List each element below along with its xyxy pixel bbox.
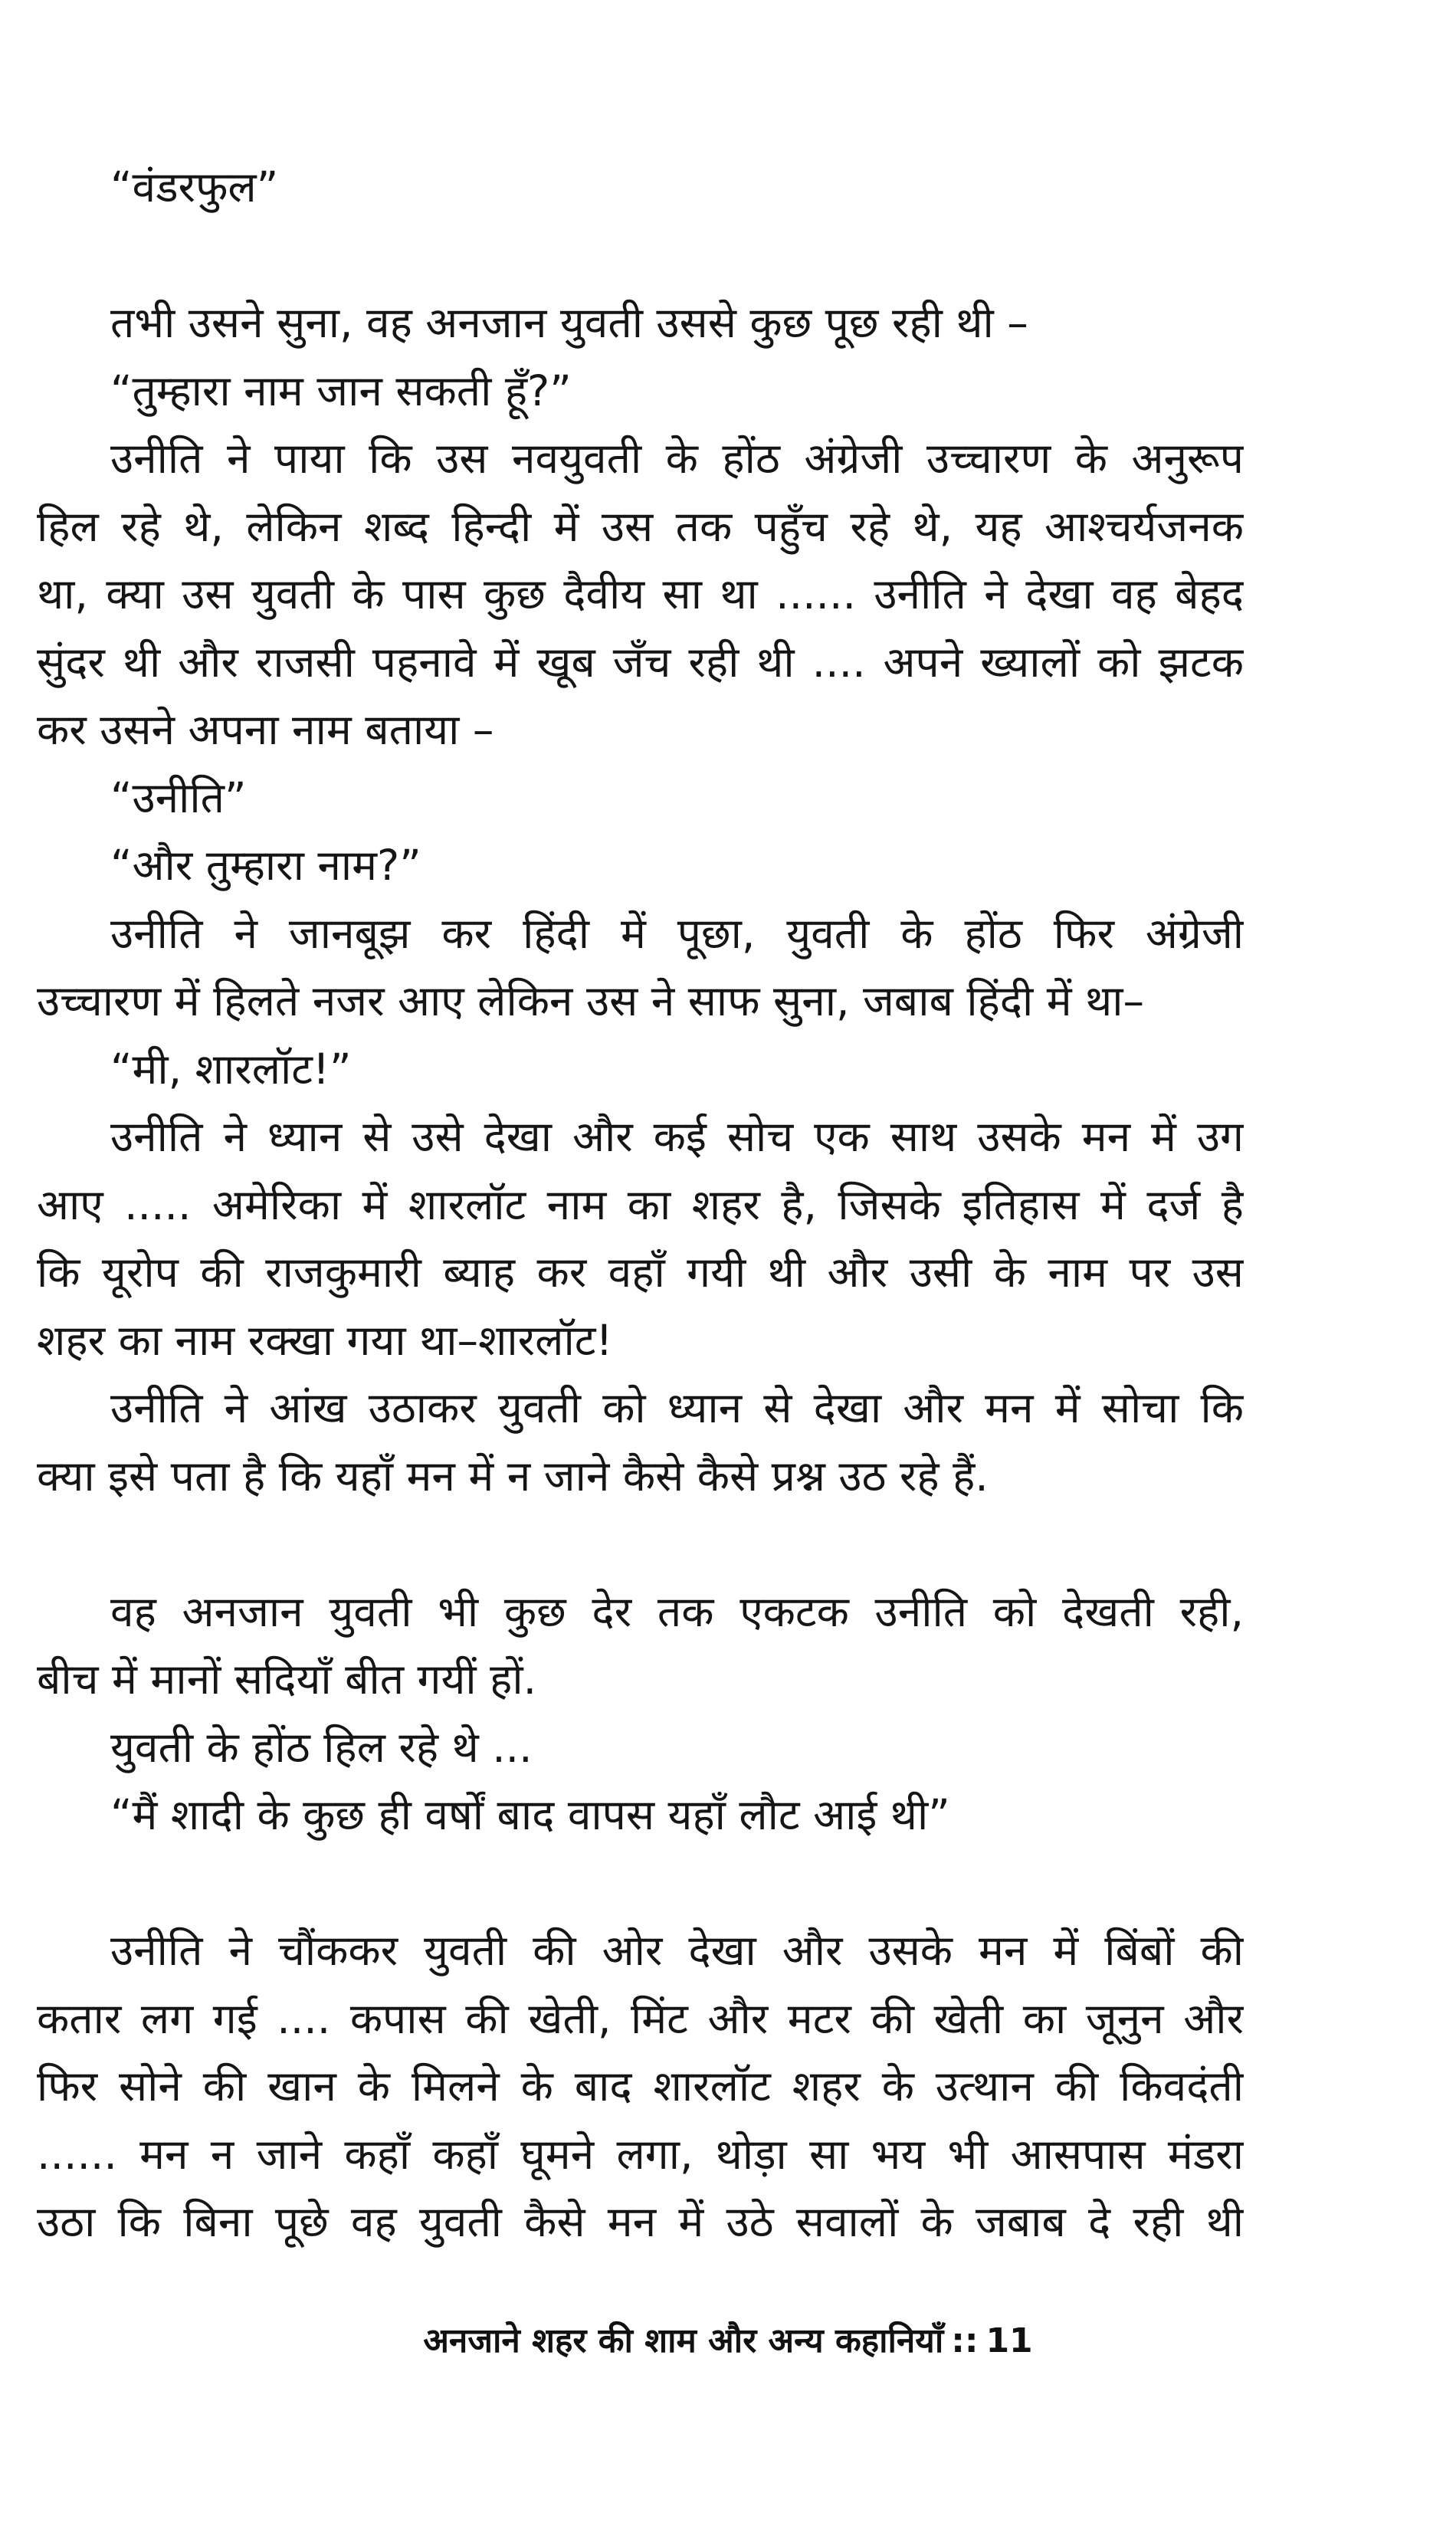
page-body-text bbox=[37, 153, 1244, 2256]
paragraph-line: वह अनजान युवती भी कुछ देर तक एकटक उनीति को देखती रही, bbox=[110, 1586, 1244, 1636]
footer-separator: :: bbox=[951, 2321, 979, 2360]
dialogue-line: “उनीति” bbox=[110, 772, 247, 822]
page-footer bbox=[0, 2318, 1456, 2364]
dialogue-line: “वंडरफुल” bbox=[110, 162, 279, 212]
paragraph-gap bbox=[37, 1510, 1244, 1578]
paragraph-line: फिर सोने की खान के मिलने के बाद शारलॉट शहर के उत्थान की किवदंती bbox=[37, 2062, 1244, 2111]
dialogue-line: “तुम्हारा नाम जान सकती हूँ?” bbox=[110, 366, 572, 415]
paragraph-line: कर उसने अपना नाम बताया – bbox=[37, 705, 494, 754]
paragraph-line: उच्चारण में हिलते नजर आए लेकिन उस ने साफ सुना, जबाब हिंदी में था– bbox=[37, 976, 1144, 1025]
paragraph-line: उनीति ने ध्यान से उसे देखा और कई सोच एक साथ उसके मन में उग bbox=[110, 1112, 1244, 1161]
page-number: 11 bbox=[985, 2321, 1033, 2360]
book-title: अनजाने शहर की शाम और अन्य कहानियाँ bbox=[423, 2321, 944, 2360]
paragraph-gap bbox=[37, 221, 1244, 290]
paragraph-line: ...... मन न जाने कहाँ कहाँ घूमने लगा, थोड़ा सा भय भी आसपास मंडरा bbox=[37, 2129, 1244, 2179]
paragraph-gap bbox=[37, 1849, 1244, 1917]
paragraph-line: उनीति ने आंख उठाकर युवती को ध्यान से देखा और मन में सोचा कि bbox=[110, 1383, 1244, 1432]
paragraph-line: आए ..... अमेरिका में शारलॉट नाम का शहर है, जिसके इतिहास में दर्ज है bbox=[37, 1179, 1244, 1229]
paragraph-line: कतार लग गई .... कपास की खेती, मिंट और मटर की खेती का जूनुन और bbox=[37, 1993, 1244, 2043]
dialogue-line: “मैं शादी के कुछ ही वर्षों बाद वापस यहाँ लौट आई थी” bbox=[110, 1790, 950, 1839]
paragraph-line: तभी उसने सुना, वह अनजान युवती उससे कुछ पूछ रही थी – bbox=[110, 298, 1028, 347]
dialogue-line: “मी, शारलॉट!” bbox=[110, 1044, 352, 1094]
paragraph-line: शहर का नाम रक्खा गया था–शारलॉट! bbox=[37, 1315, 613, 1365]
paragraph-line: युवती के होंठ हिल रहे थे ... bbox=[110, 1722, 533, 1772]
paragraph-line: उनीति ने चौंककर युवती की ओर देखा और उसके मन में बिंबों की bbox=[110, 1926, 1244, 1975]
paragraph-line: था, क्या उस युवती के पास कुछ दैवीय सा था ...... उनीति ने देखा वह बेहद bbox=[37, 569, 1244, 618]
paragraph-line: उनीति ने जानबूझ कर हिंदी में पूछा, युवती के होंठ फिर अंग्रेजी bbox=[110, 908, 1244, 958]
paragraph-line: क्या इसे पता है कि यहाँ मन में न जाने कैसे कैसे प्रश्न उठ रहे हैं. bbox=[37, 1451, 989, 1501]
paragraph-line: उनीति ने पाया कि उस नवयुवती के होंठ अंग्रेजी उच्चारण के अनुरूप bbox=[110, 434, 1244, 483]
paragraph-line: उठा कि बिना पूछे वह युवती कैसे मन में उठे सवालों के जबाब दे रही थी bbox=[37, 2197, 1244, 2246]
paragraph-line: कि यूरोप की राजकुमारी ब्याह कर वहाँ गयी थी और उसी के नाम पर उस bbox=[37, 1248, 1244, 1297]
paragraph-line: हिल रहे थे, लेकिन शब्द हिन्दी में उस तक पहुँच रहे थे, यह आश्चर्यजनक bbox=[37, 501, 1244, 551]
paragraph-line: सुंदर थी और राजसी पहनावे में खूब जँच रही थी .... अपने ख्यालों को झटक bbox=[37, 637, 1244, 687]
dialogue-line: “और तुम्हारा नाम?” bbox=[110, 841, 421, 890]
paragraph-line: बीच में मानों सदियाँ बीत गयीं हों. bbox=[37, 1655, 537, 1704]
